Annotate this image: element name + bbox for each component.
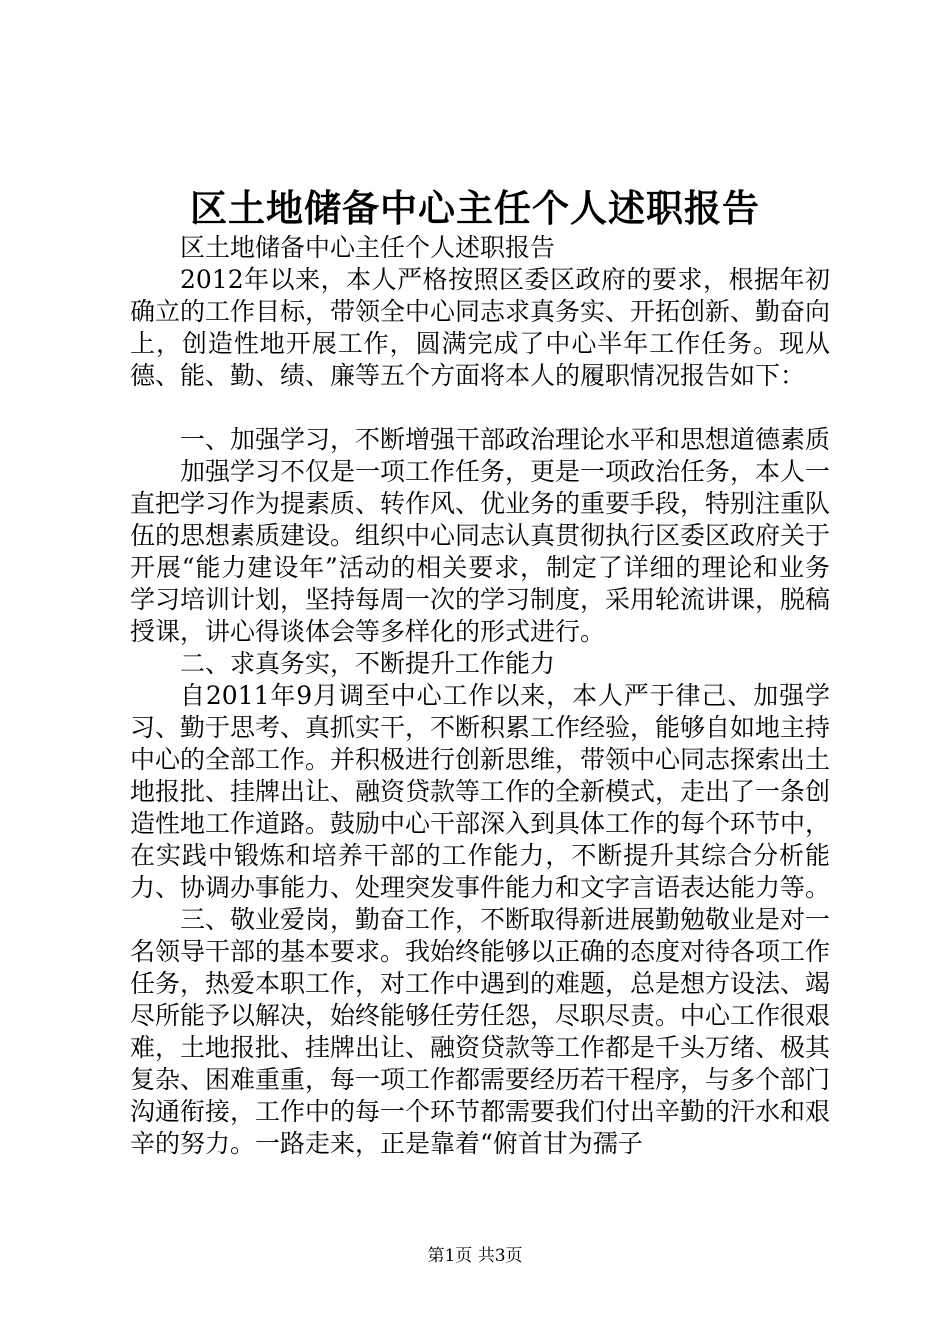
page-number-footer: 第1页 共3页 [427, 1246, 523, 1266]
body-paragraph-intro: 2012年以来，本人严格按照区委区政府的要求，根据年初确立的工作目标，带领全中心同志求真务实、开拓创新、勤奋向上，创造性地开展工作，圆满完成了中心半年工作任务。现从德、能、勤、绩、廉等五个方面将本人的履职情况报告如下： [130, 265, 831, 390]
document-body [130, 232, 830, 1160]
document-title: 区土地储备中心主任个人述职报告 [190, 186, 760, 230]
section-heading-2: 二、求真务实，不断提升工作能力 [180, 649, 556, 678]
body-paragraph-subtitle: 区土地储备中心主任个人述职报告 [180, 233, 556, 262]
body-paragraph-section-2: 自2011年9月调至中心工作以来，本人严于律己、加强学习、勤于思考、真抓实干，不断积累工作经验，能够自如地主持中心的全部工作。并积极进行创新思维，带领中心同志探索出土地报批、挂牌出让、融资贷款等工作的全新模式，走出了一条创造性地工作道路。鼓励中心干部深入到具体工作的每个环节中，在实践中锻炼和培养干部的工作能力，不断提升其综合分析能力、协调办事能力、处理突发事件能力和文字言语表达能力等。 [130, 681, 831, 902]
body-paragraph-section-1: 加强学习不仅是一项工作任务，更是一项政治任务，本人一直把学习作为提素质、转作风、优业务的重要手段，特别注重队伍的思想素质建设。组织中心同志认真贯彻执行区委区政府关于开展“能力建设年”活动的相关要求，制定了详细的理论和业务学习培训计划，坚持每周一次的学习制度，采用轮流讲课，脱稿授课，讲心得谈体会等多样化的形式进行。 [130, 457, 831, 646]
section-heading-1: 一、加强学习，不断增强干部政治理论水平和思想道德素质 [180, 425, 831, 454]
body-paragraph-section-3: 三、敬业爱岗，勤奋工作，不断取得新进展勤勉敬业是对一名领导干部的基本要求。我始终能够以正确的态度对待各项工作任务，热爱本职工作，对工作中遇到的难题，总是想方设法、竭尽所能予以解决，始终能够任劳任怨，尽职尽责。中心工作很艰难，土地报批、挂牌出让、融资贷款等工作都是千头万绪、极其复杂、困难重重，每一项工作都需要经历若干程序，与多个部门沟通衔接，工作中的每一个环节都需要我们付出辛勤的汗水和艰辛的努力。一路走来，正是靠着“俯首甘为孺子 [130, 905, 831, 1158]
